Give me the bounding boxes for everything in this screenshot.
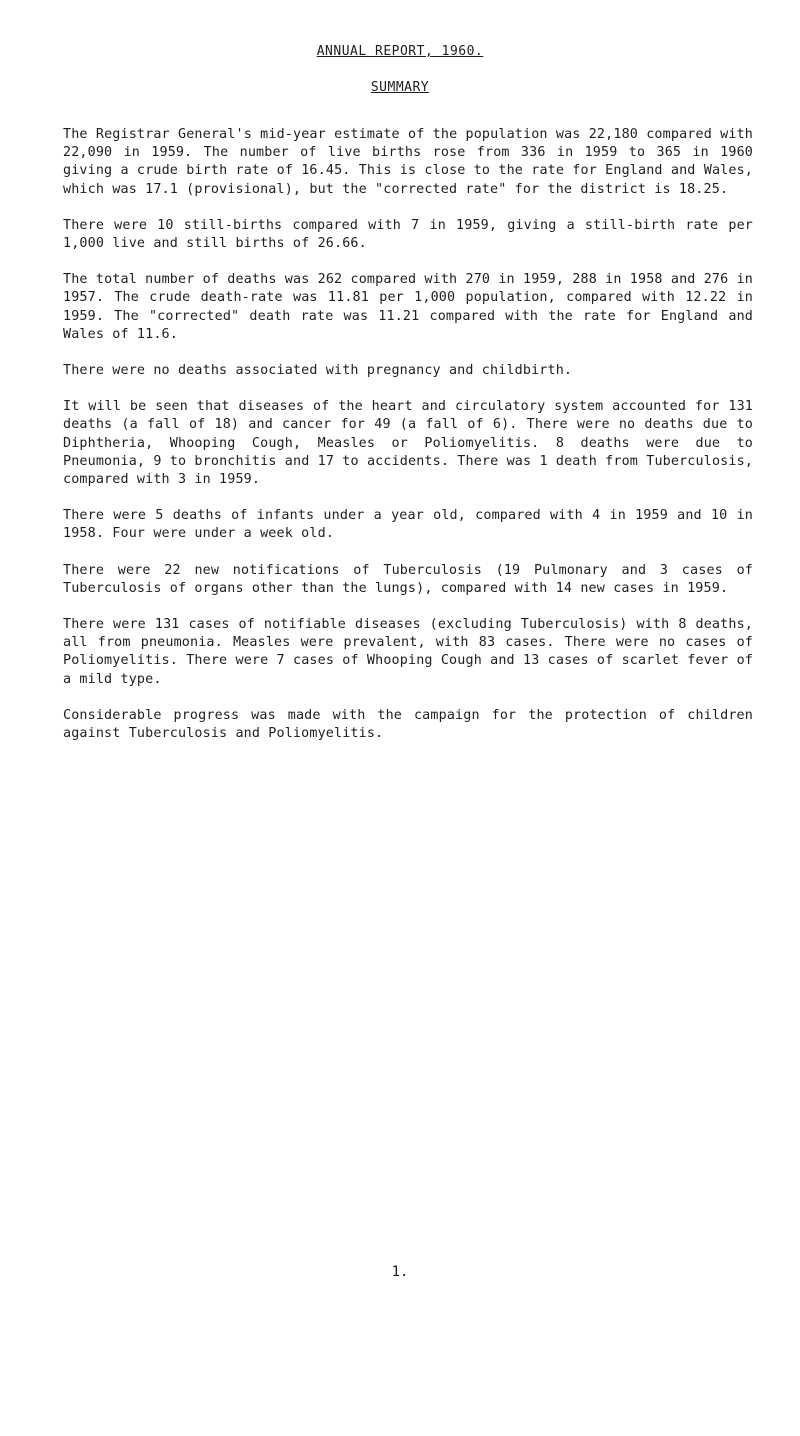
section-title: SUMMARY — [370, 80, 430, 95]
report-title: ANNUAL REPORT, 1960. — [316, 44, 484, 59]
paragraph-population: The Registrar General's mid-year estimate of the population was 22,180 compared with 22,090 in 1959. The number of live births rose from 336 in 1959 to 365 in 1960 giving a crude birth rate of 16.45. This is close to the rate for England and Wales, which was 17.1 (provisional), but the "corrected rate" for the district is 18.25. — [63, 127, 753, 197]
paragraph-still-births: There were 10 still-births compared with 7 in 1959, giving a still-birth rate per 1,000 live and still births of 26.66. — [63, 217, 753, 252]
paragraph-deaths: The total number of deaths was 262 compared with 270 in 1959, 288 in 1958 and 276 in 1957. The crude death-rate was 11.81 per 1,000 population, compared with 12.22 in 1959. The "corrected" death rate was 11.21 compared with the rate for England and Wales of 11.6. — [63, 272, 753, 342]
paragraph-campaign: Considerable progress was made with the campaign for the protection of children against Tuberculosis and Poliomyelitis. — [63, 707, 753, 742]
paragraph-tuberculosis: There were 22 new notifications of Tuberculosis (19 Pulmonary and 3 cases of Tuberculosis of organs other than the lungs), compared with 14 new cases in 1959. — [63, 562, 753, 596]
page-number: 1. — [391, 1264, 409, 1280]
paragraph-notifiable-diseases: There were 131 cases of notifiable diseases (excluding Tuberculosis) with 8 deaths, all from pneumonia. Measles were prevalent, with 83 cases. There were no cases of Poliomyelitis. There were 7 cases of Whooping Cough and 13 cases of scarlet fever of a mild type. — [63, 617, 753, 687]
summary-body — [63, 126, 753, 761]
paragraph-maternal-deaths: There were no deaths associated with pregnancy and childbirth. — [63, 363, 573, 379]
paragraph-causes-of-death: It will be seen that diseases of the heart and circulatory system accounted for 131 deaths (a fall of 18) and cancer for 49 (a fall of 6). There were no deaths due to Diphtheria, Whooping Cough, Measles or Poliomyelitis. 8 deaths were due to Pneumonia, 9 to bronchitis and 17 to accidents. There was 1 death from Tuberculosis, compared with 3 in 1959. — [63, 399, 753, 488]
paragraph-infant-deaths: There were 5 deaths of infants under a year old, compared with 4 in 1959 and 10 in 1958. Four were under a week old. — [63, 508, 753, 542]
